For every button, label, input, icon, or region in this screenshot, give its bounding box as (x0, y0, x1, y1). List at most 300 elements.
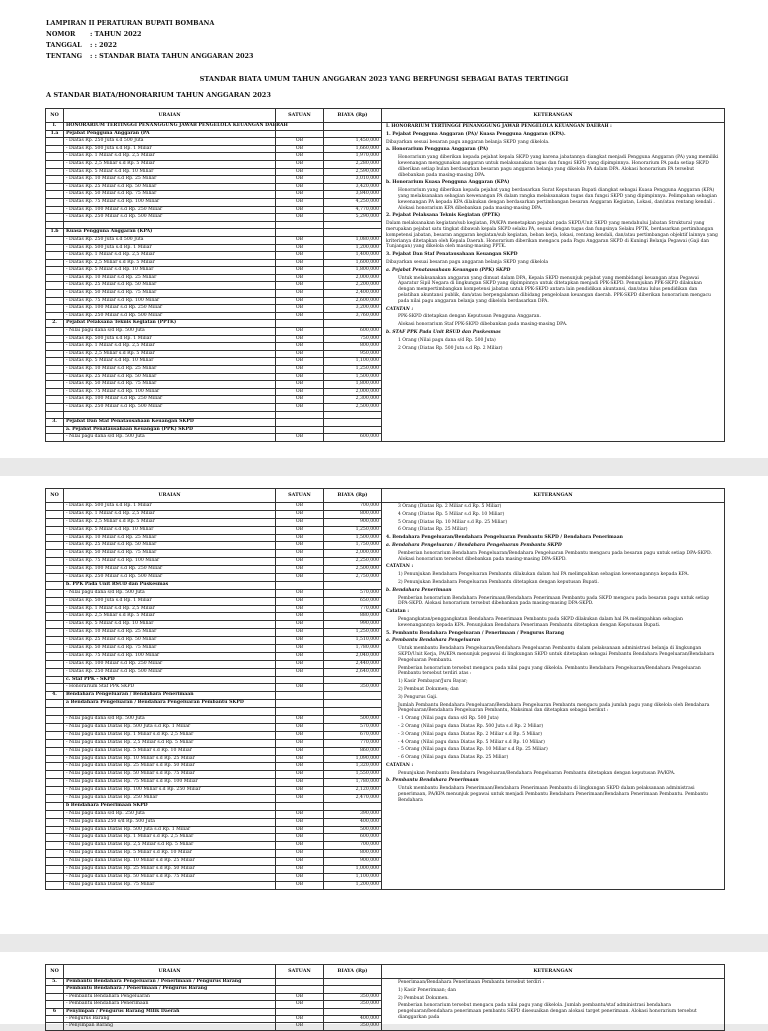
row-description: b Bendahara Penerimaan SKPD (64, 802, 276, 810)
row-unit: OB (276, 787, 324, 795)
row-description: - Nilai pagu dana Diatas Rp. 10 Miliar s.d Rp. 25 Miliar (64, 858, 276, 866)
row-unit: OB (276, 335, 324, 343)
row-amount: 2,470,000 (324, 794, 382, 802)
row-amount: 570,000 (324, 723, 382, 731)
row-number (46, 865, 64, 873)
header-line: LAMPIRAN II PERATURAN BUPATI BOMBANA (46, 19, 215, 27)
row-unit: OB (276, 176, 324, 184)
keterangan-paragraph: Untuk melaksanakan anggaran yang dimuat dalam DPA, Kepala SKPD menunjuk pejabat yang membidangi keuangan atau Pegawai Aparatur Sipil Negara di lingkungan SKPD yang dipimpinnya untuk ditetapkan menjadi PPK-SKPD. Penunjukan PPK-SKPD dilakukan dengan mempertimbangkan kompetensi jabatan untuk PPK-SKPD antara lain pendidikan akuntansi, dan/atau lulus pendidikan dan pelatihan akuntansi publik, dan/atau berpengalaman dibidang pengelolaan keuangan daerah. PPK-SKPD diberikan honorarium mengacu pada nilai pagu anggaran belanja yang dikelola berdasarkan DPA. (398, 275, 711, 304)
row-number (46, 396, 64, 404)
keterangan-paragraph: 1 Orang (Nilai pagu dana s/d Rp. 500 Juta) (398, 337, 496, 343)
row-amount (324, 320, 382, 328)
row-amount: 2,590,000 (324, 168, 382, 176)
row-number (46, 986, 64, 993)
row-number (46, 993, 64, 1000)
row-description: c. Staf PPK - SKPD (64, 676, 276, 684)
row-amount: 1,250,000 (324, 629, 382, 637)
keterangan-paragraph: Pemberian honorarium Bendahara Pengeluaran/Bendahara Pengeluaran Pembantu mengacu pada besaran pagu untuk setiap DPA-SKPD. Alokasi honorarium tersebut dibebankan pada masing-masing DPA-SKPD. (398, 550, 712, 562)
col-no-header: NO (46, 109, 64, 123)
row-number (46, 660, 64, 668)
row-amount: 3,840,000 (324, 191, 382, 199)
row-unit: OB (276, 993, 324, 1000)
row-amount: 3,420,000 (324, 183, 382, 191)
cost-standard-table (45, 108, 725, 442)
row-unit: OB (276, 259, 324, 267)
row-unit: OB (276, 668, 324, 676)
col-uraian-header: URAIAN (64, 965, 276, 979)
row-number (46, 779, 64, 787)
row-unit: OB (276, 214, 324, 222)
keterangan-paragraph: 3. Pejabat Dan Staf Penatausahaan Keuangan SKPD (386, 252, 518, 258)
row-description: - Diatas Rp. 2,5 Miliar s.d Rp. 5 Miliar (64, 160, 276, 168)
row-unit: OB (276, 434, 324, 442)
row-unit: OB (276, 282, 324, 290)
row-unit: OB (276, 343, 324, 351)
row-description (64, 708, 276, 716)
row-description: - Nilai pagu dana Diatas Rp. 50 Miliar s.d Rp. 75 Miliar (64, 873, 276, 881)
row-unit: OB (276, 267, 324, 275)
row-number (46, 328, 64, 336)
keterangan-paragraph: 4 Orang (Diatas Rp. 5 Miliar s.d Rp. 10 Miliar) (398, 511, 505, 517)
keterangan-paragraph: Pemberian honorarium tersebut mengacu pada nilai pagu yang dikelola. Jumlah pembantu/staf administrasi bendahara pengeluaran/bendahara penerimaan pembantu SKPD disesuaikan dengan alokasi target penerimaan. Alokasi honorarium tersebut dianggarkan pada (398, 1003, 697, 1020)
row-description: - Nilai pagu dana Diatas Rp. 10 Miliar s.d Rp. 25 Miliar (64, 755, 276, 763)
row-number (46, 597, 64, 605)
row-number (46, 676, 64, 684)
row-description: - Diatas Rp. 2,5 Miliar s.d Rp. 5 Miliar (64, 613, 276, 621)
row-description: - Nilai pagu dana Diatas Rp. 50 Miliar s.d Rp. 75 Miliar (64, 771, 276, 779)
row-unit: OB (276, 810, 324, 818)
row-number (46, 297, 64, 305)
row-unit (276, 419, 324, 427)
row-description: - Honorarium Staf PPK SKPD (64, 684, 276, 692)
row-unit: OB (276, 747, 324, 755)
col-biaya-header: BIAYA (Rp) (324, 109, 382, 123)
row-description: - Nilai pagu dana Diatas Rp. 25 Miliar s.d Rp. 50 Miliar (64, 763, 276, 771)
row-amount: 2,040,000 (324, 652, 382, 660)
col-no-header: NO (46, 965, 64, 979)
row-amount: 1,090,000 (324, 755, 382, 763)
row-unit: OB (276, 1023, 324, 1030)
row-amount: 2,400,000 (324, 290, 382, 298)
row-amount: 400,000 (324, 818, 382, 826)
keterangan-paragraph: Penerimaan/Bendahara Penerimaan Pembantu tersebut terdiri : (398, 980, 545, 985)
row-unit: OB (276, 328, 324, 336)
row-amount: 350,000 (324, 1023, 382, 1030)
row-amount: 900,000 (324, 858, 382, 866)
row-amount: 1,750,000 (324, 542, 382, 550)
keterangan-paragraph: Dalam melaksanakan kegiatan/sub kegiatan, PA/KPA menetapkan pejabat pada SKPD/Unit SKPD yang mendahului Jabatan Struktural yang merupakan pejabat satu tingkat dibawah kepala SKPD selaku PA, sesuai dengan tugas dan fungsinya Selaku PPTK, berdasarkan pertimbangan kompetensi jabatan, besaran anggaran kegiatan/sub kegiatan, beban kerja, lokasi, rentang kendali, dan/atau pertimbangan objektif lainnya yang kriterianya ditetapkan oleh Kepala Daerah. Honorarium diberikan mengacu pada Pagu Anggaran SKPD di Kuningi Belanja Pegawai (Gaji dan Tunjangan) yang dikelola oleh masing-masing PPTK. (386, 221, 718, 250)
row-unit: OB (276, 366, 324, 374)
row-unit (276, 802, 324, 810)
keterangan-paragraph: a. Pembantu Bendahara Pengeluaran (386, 638, 481, 644)
keterangan-paragraph: Jumlah Pembantu Bendahara Pengeluaran/Bendahara Pengeluaran Pembantu mengacu pada jumlah pagu yang dikelola oleh Bendahara Pengeluaran/Bendahara Pengeluaran Pembantu, Maksimal dan ditetapkan sebagai berikut : (398, 702, 710, 714)
keterangan-paragraph: 2) Pembuat Dokumen. (398, 995, 449, 1001)
row-amount (324, 700, 382, 708)
row-unit: OB (276, 558, 324, 566)
row-description: HONORARIUM TERTINGGI PENANGGUNG JAWAB PENGELOLA KEUANGAN DAERAH (64, 123, 276, 131)
row-unit: OB (276, 731, 324, 739)
row-amount: 800,000 (324, 850, 382, 858)
row-description: - Nilai pagu dana Diatas Rp. 75 Miliar s.d Rp. 100 Miliar (64, 779, 276, 787)
row-number (46, 858, 64, 866)
col-keterangan-header: KETERANGAN (382, 489, 725, 503)
row-number (46, 252, 64, 260)
keterangan-paragraph: b. Pembantu Bendahara Penerimaan (386, 778, 479, 784)
row-unit: OB (276, 534, 324, 542)
row-description: - Pembantu Bendahara Pengeluaran (64, 993, 276, 1000)
row-unit: OB (276, 755, 324, 763)
row-description: Pejabat Dan Staf Penatausahaan Keuangan SKPD (64, 419, 276, 427)
keterangan-paragraph: Alokasi honorarium Staf PPK-SKPD dibebankan pada masing-masing DPA. (398, 322, 568, 328)
row-unit: OB (276, 1015, 324, 1022)
row-number (46, 787, 64, 795)
row-description: - Diatas Rp. 75 Miliar s.d Rp. 100 Miliar (64, 388, 276, 396)
col-keterangan-header: KETERANGAN (382, 965, 725, 979)
row-number (46, 574, 64, 582)
row-number (46, 358, 64, 366)
row-description: - Nilai pagu dana Diatas Rp. 2,5 Miliar s.d Rp. 5 Miliar (64, 842, 276, 850)
keterangan-cell (382, 979, 725, 1031)
col-satuan-header: SATUAN (276, 489, 324, 503)
row-description: - Diatas Rp. 10 Miliar s.d Rp. 25 Miliar (64, 176, 276, 184)
row-number (46, 206, 64, 214)
keterangan-paragraph: 2) Pembuat Dokumen; dan (398, 686, 459, 692)
row-unit: OB (276, 660, 324, 668)
row-unit: OB (276, 723, 324, 731)
row-description: - Diatas Rp. 50 Miliar s.d Rp. 75 Miliar (64, 550, 276, 558)
row-unit (276, 708, 324, 716)
row-description: - Diatas Rp. 75 Miliar s.d Rp. 100 Miliar (64, 558, 276, 566)
row-description: - Diatas Rp. 2,5 Miliar s.d Rp. 5 Miliar (64, 350, 276, 358)
row-number (46, 534, 64, 542)
header-key: TENTANG (46, 52, 83, 60)
row-unit: OB (276, 168, 324, 176)
row-description: - Diatas Rp. 50 Miliar s.d Rp. 75 Miliar (64, 290, 276, 298)
cost-standard-table (45, 964, 725, 1031)
row-amount: 350,000 (324, 993, 382, 1000)
row-number (46, 518, 64, 526)
row-amount: 2,300,000 (324, 396, 382, 404)
row-description: - Diatas Rp. 75 Miliar s.d Rp. 100 Miliar (64, 198, 276, 206)
row-description: - Diatas Rp. 500 Juta s.d Rp. 1 Miliar (64, 145, 276, 153)
row-number (46, 550, 64, 558)
row-unit: OB (276, 613, 324, 621)
header-key: NOMOR (46, 30, 76, 38)
row-description: - Diatas Rp. 100 Miliar s.d Rp. 250 Miliar (64, 566, 276, 574)
row-amount: 4,770,000 (324, 206, 382, 214)
row-description (64, 411, 276, 419)
row-number (46, 723, 64, 731)
row-description: - Diatas Rp. 250 Juta s.d 500 Juta (64, 138, 276, 146)
row-number: 3. (46, 419, 64, 427)
row-description: - Diatas Rp. 5 Miliar s.d Rp. 10 Miliar (64, 358, 276, 366)
row-number (46, 842, 64, 850)
keterangan-paragraph: PPK-SKPD ditetapkan dengan Keputusan Pengguna Anggaran. (398, 314, 541, 320)
row-number (46, 716, 64, 724)
row-description: - Diatas Rp. 1 Miliar s.d Rp. 2,5 Miliar (64, 153, 276, 161)
row-number (46, 153, 64, 161)
row-amount (324, 581, 382, 589)
row-number (46, 834, 64, 842)
row-unit: OB (276, 637, 324, 645)
row-number (46, 388, 64, 396)
row-number (46, 881, 64, 889)
row-description: Bendahara Pengeluaran / Bendahara Penerimaan (64, 692, 276, 700)
row-number: 2. (46, 320, 64, 328)
row-unit: OB (276, 526, 324, 534)
row-unit (276, 411, 324, 419)
keterangan-paragraph: b. STAF PPK Pada Unit RSUD dan Puskesmas (386, 329, 501, 335)
row-number: I. (46, 123, 64, 131)
row-unit: OB (276, 510, 324, 518)
row-amount: 2,440,000 (324, 660, 382, 668)
document-page-2 (0, 476, 768, 934)
row-number (46, 873, 64, 881)
row-amount: 990,000 (324, 621, 382, 629)
row-number (46, 739, 64, 747)
row-amount: 900,000 (324, 518, 382, 526)
row-amount (324, 986, 382, 993)
row-unit: OB (276, 350, 324, 358)
row-description: - Pembantu Bendahara Penerimaan (64, 1001, 276, 1008)
row-amount: 2,750,000 (324, 574, 382, 582)
row-description: - Nilai pagu dana s/d Rp. 250 Juta (64, 810, 276, 818)
row-number (46, 755, 64, 763)
row-amount (324, 692, 382, 700)
row-amount: 1,800,000 (324, 381, 382, 389)
row-unit: OB (276, 834, 324, 842)
row-number: 4. (46, 692, 64, 700)
row-amount: 770,000 (324, 605, 382, 613)
row-amount (324, 411, 382, 419)
keterangan-paragraph: Catatan : (386, 609, 409, 615)
row-number: 1.b (46, 229, 64, 237)
row-description: - Diatas Rp. 50 Miliar s.d Rp. 75 Miliar (64, 381, 276, 389)
row-number (46, 381, 64, 389)
col-biaya-header: BIAYA (Rp) (324, 965, 382, 979)
row-number (46, 366, 64, 374)
row-amount: 3,010,000 (324, 176, 382, 184)
row-unit: OB (276, 542, 324, 550)
row-amount: 2,500,000 (324, 566, 382, 574)
row-description: - Diatas Rp. 25 Miliar s.d Rp. 50 Miliar (64, 637, 276, 645)
keterangan-paragraph: b. Bendahara Penerimaan (386, 587, 452, 593)
keterangan-paragraph: 3 Orang (Diatas Rp. 2 Miliar s.d Rp. 5 Miliar) (398, 504, 502, 509)
row-description: Pejabat Pelaksana Teknis Kegiatan (PPTK) (64, 320, 276, 328)
row-amount: 800,000 (324, 343, 382, 351)
row-unit: OB (276, 503, 324, 511)
row-amount: 2,600,000 (324, 297, 382, 305)
row-description: - Diatas Rp. 250 Miliar s.d Rp. 500 Miliar (64, 403, 276, 411)
row-number (46, 589, 64, 597)
row-number (46, 747, 64, 755)
row-amount: 390,000 (324, 810, 382, 818)
row-unit: OB (276, 763, 324, 771)
row-amount: 950,000 (324, 350, 382, 358)
row-unit (276, 692, 324, 700)
row-unit (276, 221, 324, 229)
document-page-3 (0, 952, 768, 1029)
row-description: - Penyimpan Barang (64, 1023, 276, 1030)
row-unit: OB (276, 566, 324, 574)
keterangan-paragraph: CATATAN : (386, 762, 414, 768)
row-description: - Diatas Rp. 75 Miliar s.d Rp. 100 Miliar (64, 297, 276, 305)
row-number (46, 850, 64, 858)
row-unit: OB (276, 138, 324, 146)
keterangan-paragraph: - 6 Orang (Nilai pagu dana Diatas Rp. 25 Miliar) (398, 755, 509, 761)
row-amount: 2,200,000 (324, 282, 382, 290)
row-amount: 2,000,000 (324, 388, 382, 396)
row-unit: OB (276, 779, 324, 787)
row-unit: OB (276, 865, 324, 873)
row-number (46, 510, 64, 518)
row-amount: 1,100,000 (324, 873, 382, 881)
row-unit: OB (276, 373, 324, 381)
keterangan-paragraph: 6 Orang (Diatas Rp. 25 Miliar) (398, 527, 468, 533)
row-amount: 500,000 (324, 716, 382, 724)
row-amount: 1,000,000 (324, 865, 382, 873)
row-description: - Diatas Rp. 500 Juta s.d Rp. 1 Miliar (64, 597, 276, 605)
row-amount: 1,500,000 (324, 534, 382, 542)
row-unit: OB (276, 873, 324, 881)
table-row (46, 503, 725, 511)
row-unit: OB (276, 652, 324, 660)
row-unit: OB (276, 381, 324, 389)
keterangan-paragraph: 1. Pejabat Pengguna Anggaran (PA)/ Kuasa Pengguna Anggaran (KPA). (386, 131, 566, 137)
row-number (46, 558, 64, 566)
row-unit: OB (276, 198, 324, 206)
row-number (46, 290, 64, 298)
row-unit: OB (276, 621, 324, 629)
table-header-row (46, 965, 725, 979)
row-number (46, 176, 64, 184)
row-description: - Nilai pagu dana Diatas Rp. 2,5 Miliar s.d Rp. 5 Miliar (64, 739, 276, 747)
keterangan-paragraph: 1) Kasir Pembayar/Juru Bayar; (398, 679, 468, 685)
row-amount: 750,000 (324, 335, 382, 343)
row-amount: 2,640,000 (324, 668, 382, 676)
row-description: - Diatas Rp. 75 Miliar s.d Rp. 100 Miliar (64, 652, 276, 660)
row-description: - Nilai pagu dana s/d Rp. 500 Juta (64, 716, 276, 724)
row-number (46, 802, 64, 810)
row-amount (324, 802, 382, 810)
row-unit: OB (276, 605, 324, 613)
keterangan-paragraph: - 1 Orang (Nilai pagu dana s/d Rp. 500 Juta) (398, 716, 499, 722)
row-amount: 570,000 (324, 589, 382, 597)
row-amount: 3,760,000 (324, 312, 382, 320)
row-unit: OB (276, 842, 324, 850)
keterangan-paragraph: a. Honorarium Pengguna Anggaran (PA) (386, 147, 489, 153)
row-unit (276, 676, 324, 684)
keterangan-paragraph: Honorarium yang diberikan kepada pejabat yang berdasarkan Surat Keputusan Bupati diangkat sebagai Kuasa Pengguna Anggaran (KPA) yang melaksanakan sebagian kewenangan PA dalam rangka melaksanakan tugas dan fungsi SKPD yang dipimpinnya. Pelimpahan sebagian kewenangan PA kepada KPA dilakukan dengan berdasarkan pertimbangan besaran Anggaran Kegiatan, Lokasi, dan/atau rentang kendali . Alokasi honorarium KPA dibebankan pada masing-masing DPA. (398, 188, 717, 211)
keterangan-paragraph: - 4 Orang (Nilai pagu dana Diatas Rp. 5 Miliar s.d Rp. 10 Miliar) (398, 739, 545, 745)
cost-standard-table (45, 488, 725, 890)
row-number (46, 259, 64, 267)
row-amount (324, 708, 382, 716)
row-unit (276, 700, 324, 708)
row-unit: OB (276, 850, 324, 858)
row-number (46, 818, 64, 826)
row-description: - Diatas Rp. 10 Miliar s.d Rp. 25 Miliar (64, 534, 276, 542)
keterangan-paragraph: 2. Pejabat Pelaksana Teknis Kegiatan (PPTK) (386, 213, 501, 219)
row-number (46, 411, 64, 419)
row-unit: OB (276, 191, 324, 199)
row-amount: 2,250,000 (324, 558, 382, 566)
row-number (46, 426, 64, 434)
row-amount: 350,000 (324, 684, 382, 692)
row-unit: OB (276, 403, 324, 411)
row-number (46, 335, 64, 343)
row-number (46, 526, 64, 534)
row-number (46, 244, 64, 252)
row-amount: 1,780,000 (324, 645, 382, 653)
row-amount: 350,000 (324, 1001, 382, 1008)
row-amount: 2,120,000 (324, 787, 382, 795)
row-amount (324, 426, 382, 434)
row-unit (276, 979, 324, 986)
row-amount: 700,000 (324, 842, 382, 850)
header-key: TANGGAL (46, 41, 82, 49)
row-description: - Diatas Rp. 100 Miliar s.d Rp. 250 Miliar (64, 305, 276, 313)
row-description: - Nilai pagu dana Diatas Rp. 5 Miliar s.d Rp. 10 Miliar (64, 747, 276, 755)
row-amount: 650,000 (324, 597, 382, 605)
row-number (46, 771, 64, 779)
row-description: - Diatas Rp. 5 Miliar s.d Rp. 10 Miliar (64, 621, 276, 629)
row-amount: 1,970,000 (324, 153, 382, 161)
row-unit: OB (276, 794, 324, 802)
row-amount: 2,280,000 (324, 160, 382, 168)
row-unit: OB (276, 312, 324, 320)
row-description: - Nilai pagu dana Diatas Rp. 500 Juta s.d Rp. 1 Miliar (64, 826, 276, 834)
row-amount: 2,000,000 (324, 274, 382, 282)
keterangan-paragraph: a. Bendahara Pengeluaran / Bendahara Pengeluaran Pembantu SKPD (386, 542, 562, 548)
row-amount: 600,000 (324, 834, 382, 842)
row-unit (276, 229, 324, 237)
row-description: - Nilai pagu dana Diatas Rp. 100 Miliar s.d Rp. 250 Miliar (64, 787, 276, 795)
row-unit: OB (276, 645, 324, 653)
keterangan-paragraph: 1) Penunjukan Bendahara Pengeluaran Pembantu dilakukan dalam hal PA melimpahkan sebagian kewenangannya kepada KPA. (398, 572, 690, 578)
row-unit: OB (276, 297, 324, 305)
table-header-row (46, 109, 725, 123)
row-amount: 600,000 (324, 328, 382, 336)
row-amount (324, 123, 382, 131)
row-number: 1.a (46, 130, 64, 138)
row-description: - Pengurus Barang (64, 1015, 276, 1022)
row-description: - Diatas Rp. 50 Miliar s.d Rp. 75 Miliar (64, 191, 276, 199)
row-amount: 400,000 (324, 1015, 382, 1022)
row-number (46, 629, 64, 637)
row-unit (276, 986, 324, 993)
row-number (46, 668, 64, 676)
col-no-header: NO (46, 489, 64, 503)
row-number (46, 1023, 64, 1030)
row-amount: 1,660,000 (324, 145, 382, 153)
keterangan-paragraph: I. HONORARIUM TERTINGGI PENANGGUNG JAWAB PENGELOLA KEUANGAN DAERAH : (386, 124, 612, 129)
row-description: - Nilai pagu dana 250 s/d Rp. 500 Juta (64, 818, 276, 826)
row-number (46, 236, 64, 244)
row-amount: 1,450,000 (324, 138, 382, 146)
row-unit: OB (276, 305, 324, 313)
row-description: - Diatas Rp. 25 Miliar s.d Rp. 50 Miliar (64, 373, 276, 381)
keterangan-paragraph: 3) Pengurus Gaji. (398, 694, 438, 700)
keterangan-paragraph: 5. Pembantu Bendahara Pengeluaran / Penerimaan / Pengurus Barang (386, 630, 565, 636)
table-row (46, 123, 725, 131)
row-description: - Nilai pagu dana Diatas Rp. 25 Miliar s.d Rp. 50 Miliar (64, 865, 276, 873)
row-unit: OB (276, 771, 324, 779)
row-number (46, 503, 64, 511)
row-description: - Diatas Rp. 5 Miliar s.d Rp. 10 Miliar (64, 526, 276, 534)
row-amount: 880,000 (324, 613, 382, 621)
row-description: - Diatas Rp. 500 Juta s.d Rp. 1 Miliar (64, 335, 276, 343)
